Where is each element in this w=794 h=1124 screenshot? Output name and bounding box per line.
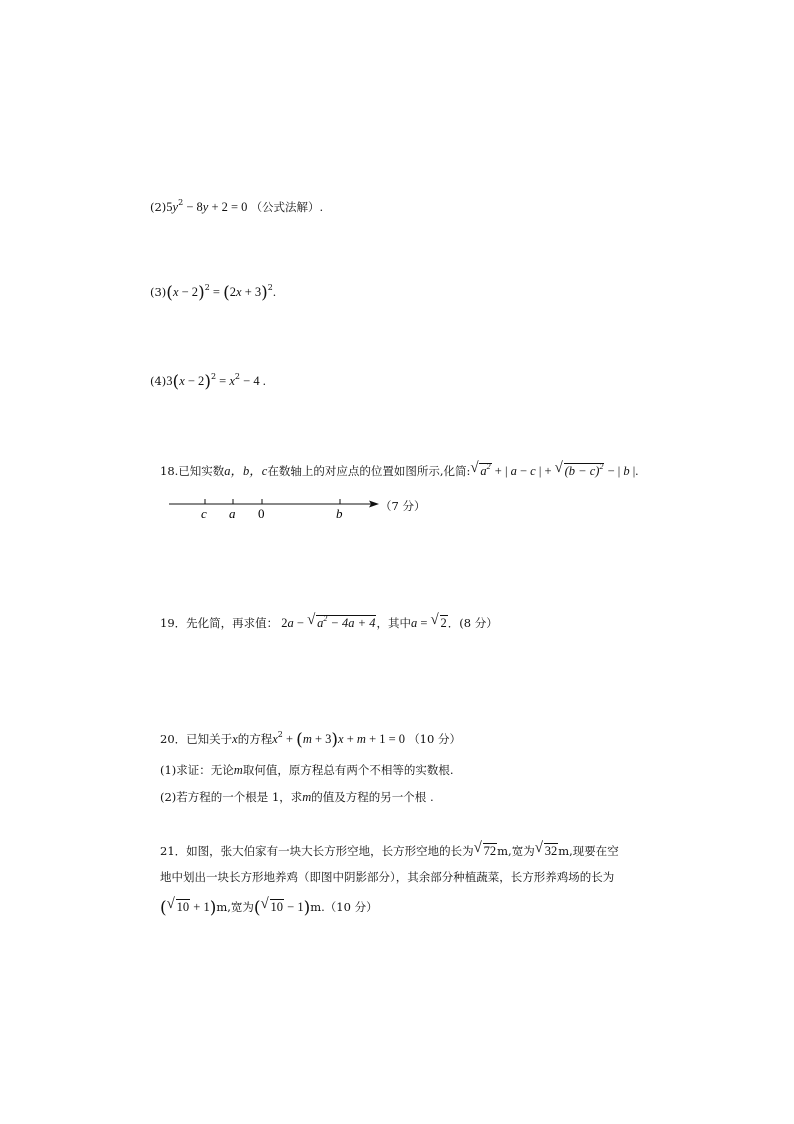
q18-score: （7 分） [380, 499, 426, 513]
q18-question: 18.已知实数a，b，c在数轴上的对应点的位置如图所示,化简: √ $a^2$ + | a − c | + √ $(b - c)^2$ − | b |. [160, 460, 639, 478]
q20-part1: (1)求证：无论m取何值，原方程总有两个不相等的实数根. [160, 763, 454, 777]
q17-part3: $(3)(x - 2)^2 = (2x + 3)^2$. [150, 283, 276, 303]
q19-question: 19．先化简，再求值： 2a − √ $a^2 - 4a + 4$，其中a = √ 2．(8 分） [160, 612, 498, 630]
number-line-figure [165, 494, 380, 524]
label-b: b [336, 506, 343, 521]
q21-line1: 21．如图，张大伯家有一块大长方形空地，长方形空地的长为 √ 72m,宽为 √ 32m,现要在空 [160, 840, 619, 858]
label-a: a [229, 506, 236, 521]
q21-line2: 地中划出一块长方形地养鸡（即图中阴影部分），其余部分种植蔬菜，长方形养鸡场的长为 [160, 870, 615, 884]
q17-part4: $(4)3(x - 2)^2 = x^2 - 4$ . [150, 372, 266, 392]
label-0: 0 [258, 506, 265, 521]
q17-part2: $(2)5y^2 - 8y + 2 = 0$ （公式法解）. [150, 198, 324, 214]
q21-line3: ( √ 10 + 1)m,宽为( √ 10 − 1)m.（10 分） [160, 896, 378, 918]
q17-part2-note: （公式法解）. [250, 200, 324, 214]
q20-question: 20．已知关于x的方程$x^2 + (m + 3)x + m + 1 = 0$ （10 分） [160, 730, 461, 750]
q20-part2: (2)若方程的一个根是 1，求m的值及方程的另一个根 . [160, 790, 434, 804]
label-c: c [201, 506, 207, 521]
